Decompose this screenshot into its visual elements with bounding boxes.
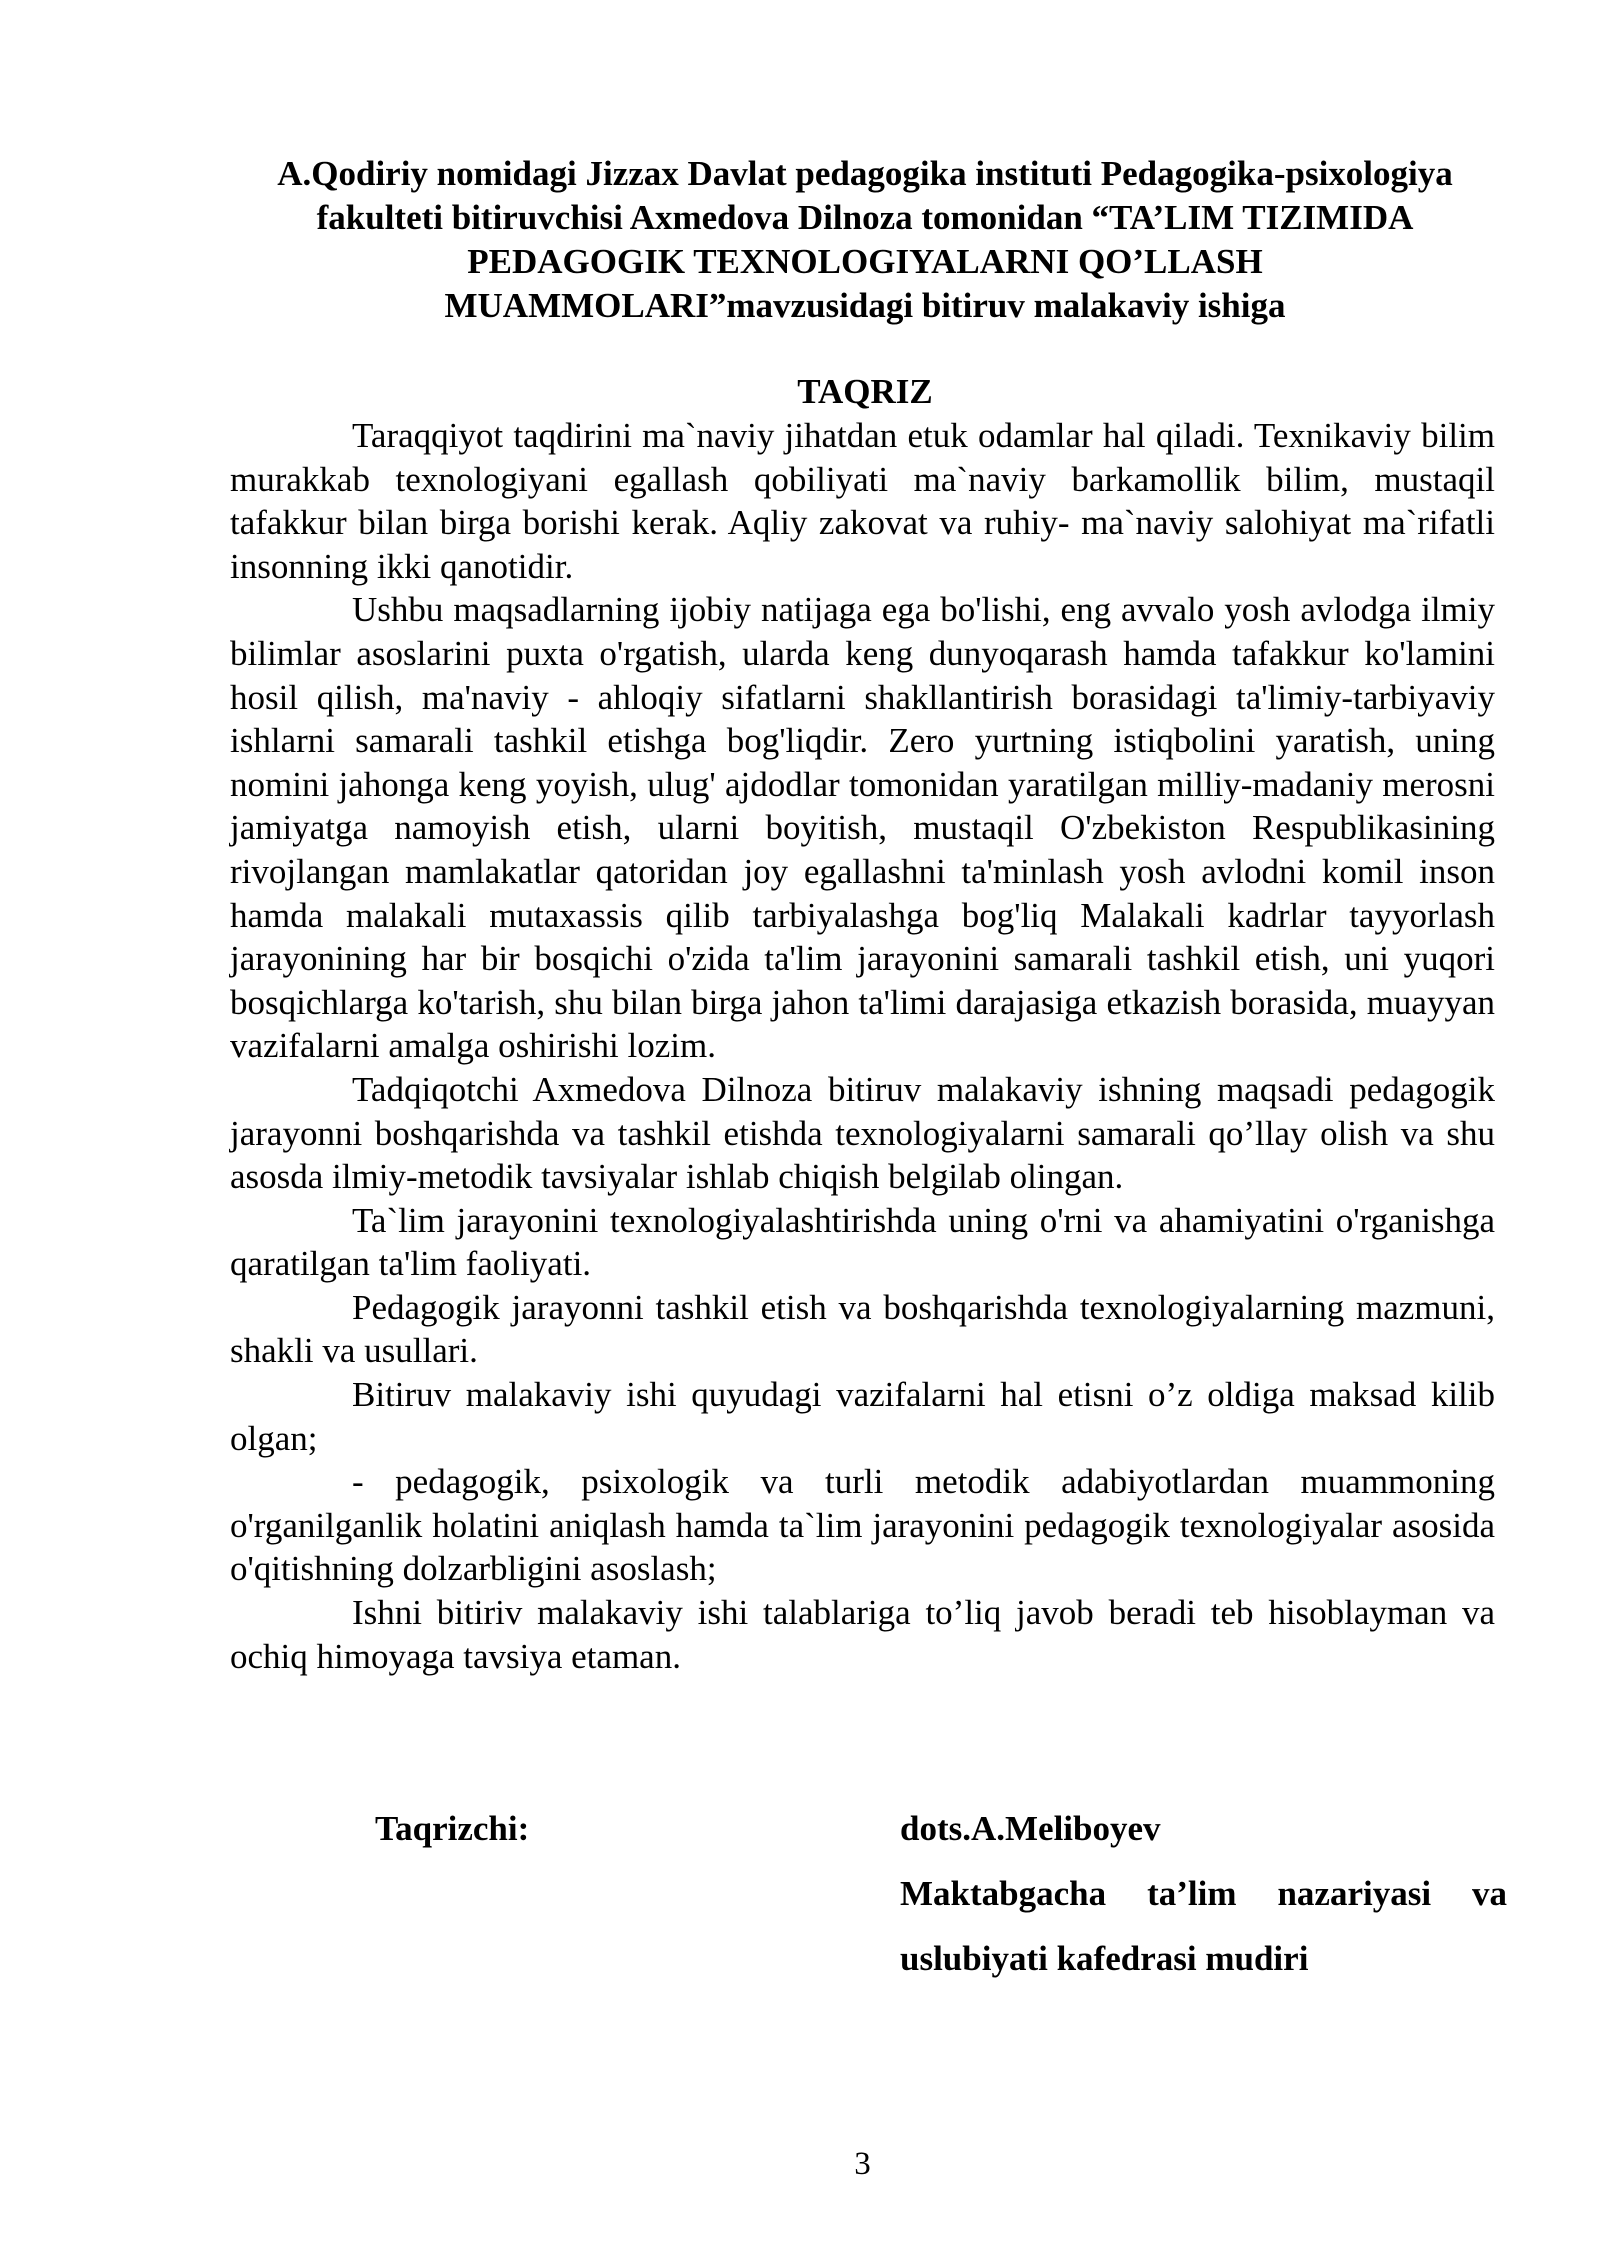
- reviewer-position-line-2: uslubiyati kafedrasi mudiri: [900, 1939, 1309, 1978]
- reviewer-label: Taqrizchi:: [375, 1809, 530, 1848]
- reviewer-name: dots.A.Meliboyev: [900, 1809, 1161, 1848]
- body-paragraph: Ta`lim jarayonini texnologiyalashtirishda uning o'rni va ahamiyatini o'rganishga qaratilgan ta'lim faoliyati.: [230, 1200, 1495, 1284]
- page-number: 3: [854, 2146, 871, 2182]
- body-paragraph: - pedagogik, psixologik va turli metodik adabiyotlardan muammoning o'rganilganlik holatini aniqlash hamda ta`lim jarayonini pedagogik texnologiyalar asosida o'qitishning dolzarbligini asoslash;: [230, 1462, 1495, 1589]
- body-paragraph: Ishni bitiriv malakaviy ishi talablariga to’liq javob beradi teb hisoblayman va ochiq himoyaga tavsiya etaman.: [230, 1593, 1495, 1676]
- body-paragraph: Ushbu maqsadlarning ijobiy natijaga ega bo'lishi, eng avvalo yosh avlodga ilmiy bilimlar asoslarini puxta o'rgatish, ularda keng dunyoqarash hamda tafakkur ko'lamini hosil qilish, ma'naviy - ahloqiy sifatlarni shakllantirish borasidagi ta'limiy-tarbiyaviy ishlarni samarali tashkil etishga bog'liqdir. Zero yurtning istiqbolini yaratish, uning nomini jahonga keng yoyish, ulug' ajdodlar tomonidan yaratilgan milliy-madaniy merosni jamiyatga namoyish etish, ularni boyitish, mustaqil O'zbekiston Respublikasining rivojlangan mamlakatlar qatoridan joy egallashni ta'minlash yosh avlodni komil inson hamda malakali mutaxassis qilib tarbiyalashga bog'liq Malakali kadrlar tayyorlash jarayonining har bir bosqichi o'zida ta'lim jarayonini samarali tashkil etish, uni yuqori bosqichlarga ko'tarish, shu bilan birga jahon ta'limi darajasiga etkazish borasida, muayyan vazifalarni amalga oshirishi lozim.: [230, 590, 1495, 1066]
- document-body: [230, 414, 1495, 1678]
- document-header: A.Qodiriy nomidagi Jizzax Davlat pedagogika instituti Pedagogika-psixologiya fakulteti bitiruvchisi Axmedova Dilnoza tomonidan “TA’LIM TIZIMIDA PEDAGOGIK TEXNOLOGIYALARNI QO’LLASH MUAMMOLARI”mavzusidagi bitiruv malakaviy ishiga: [277, 154, 1453, 325]
- reviewer-position-line-1: Maktabgacha ta’lim nazariyasi va: [900, 1874, 1507, 1913]
- body-paragraph: Bitiruv malakaviy ishi quyudagi vazifalarni hal etisni o’z oldiga maksad kilib olgan;: [230, 1375, 1495, 1458]
- body-paragraph: Pedagogik jarayonni tashkil etish va boshqarishda texnologiyalarning mazmuni, shakli va usullari.: [230, 1287, 1495, 1371]
- document-title: TAQRIZ: [797, 372, 933, 411]
- reviewer-signature-block: [900, 1807, 1507, 2002]
- body-paragraph: Taraqqiyot taqdirini ma`naviy jihatdan etuk odamlar hal qiladi. Texnikaviy bilim murakkab texnologiyani egallash qobiliyati ma`naviy barkamollik bilim, mustaqil tafakkur bilan birga borishi kerak. Aqliy zakovat va ruhiy- ma`naviy salohiyat ma`rifatli insonning ikki qanotidir.: [230, 416, 1495, 586]
- body-paragraph: Tadqiqotchi Axmedova Dilnoza bitiruv malakaviy ishning maqsadi pedagogik jarayonni boshqarishda va tashkil etishda texnologiyalarni samarali qo’llay olish va shu asosda ilmiy-metodik tavsiyalar ishlab chiqish belgilab olingan.: [230, 1069, 1495, 1197]
